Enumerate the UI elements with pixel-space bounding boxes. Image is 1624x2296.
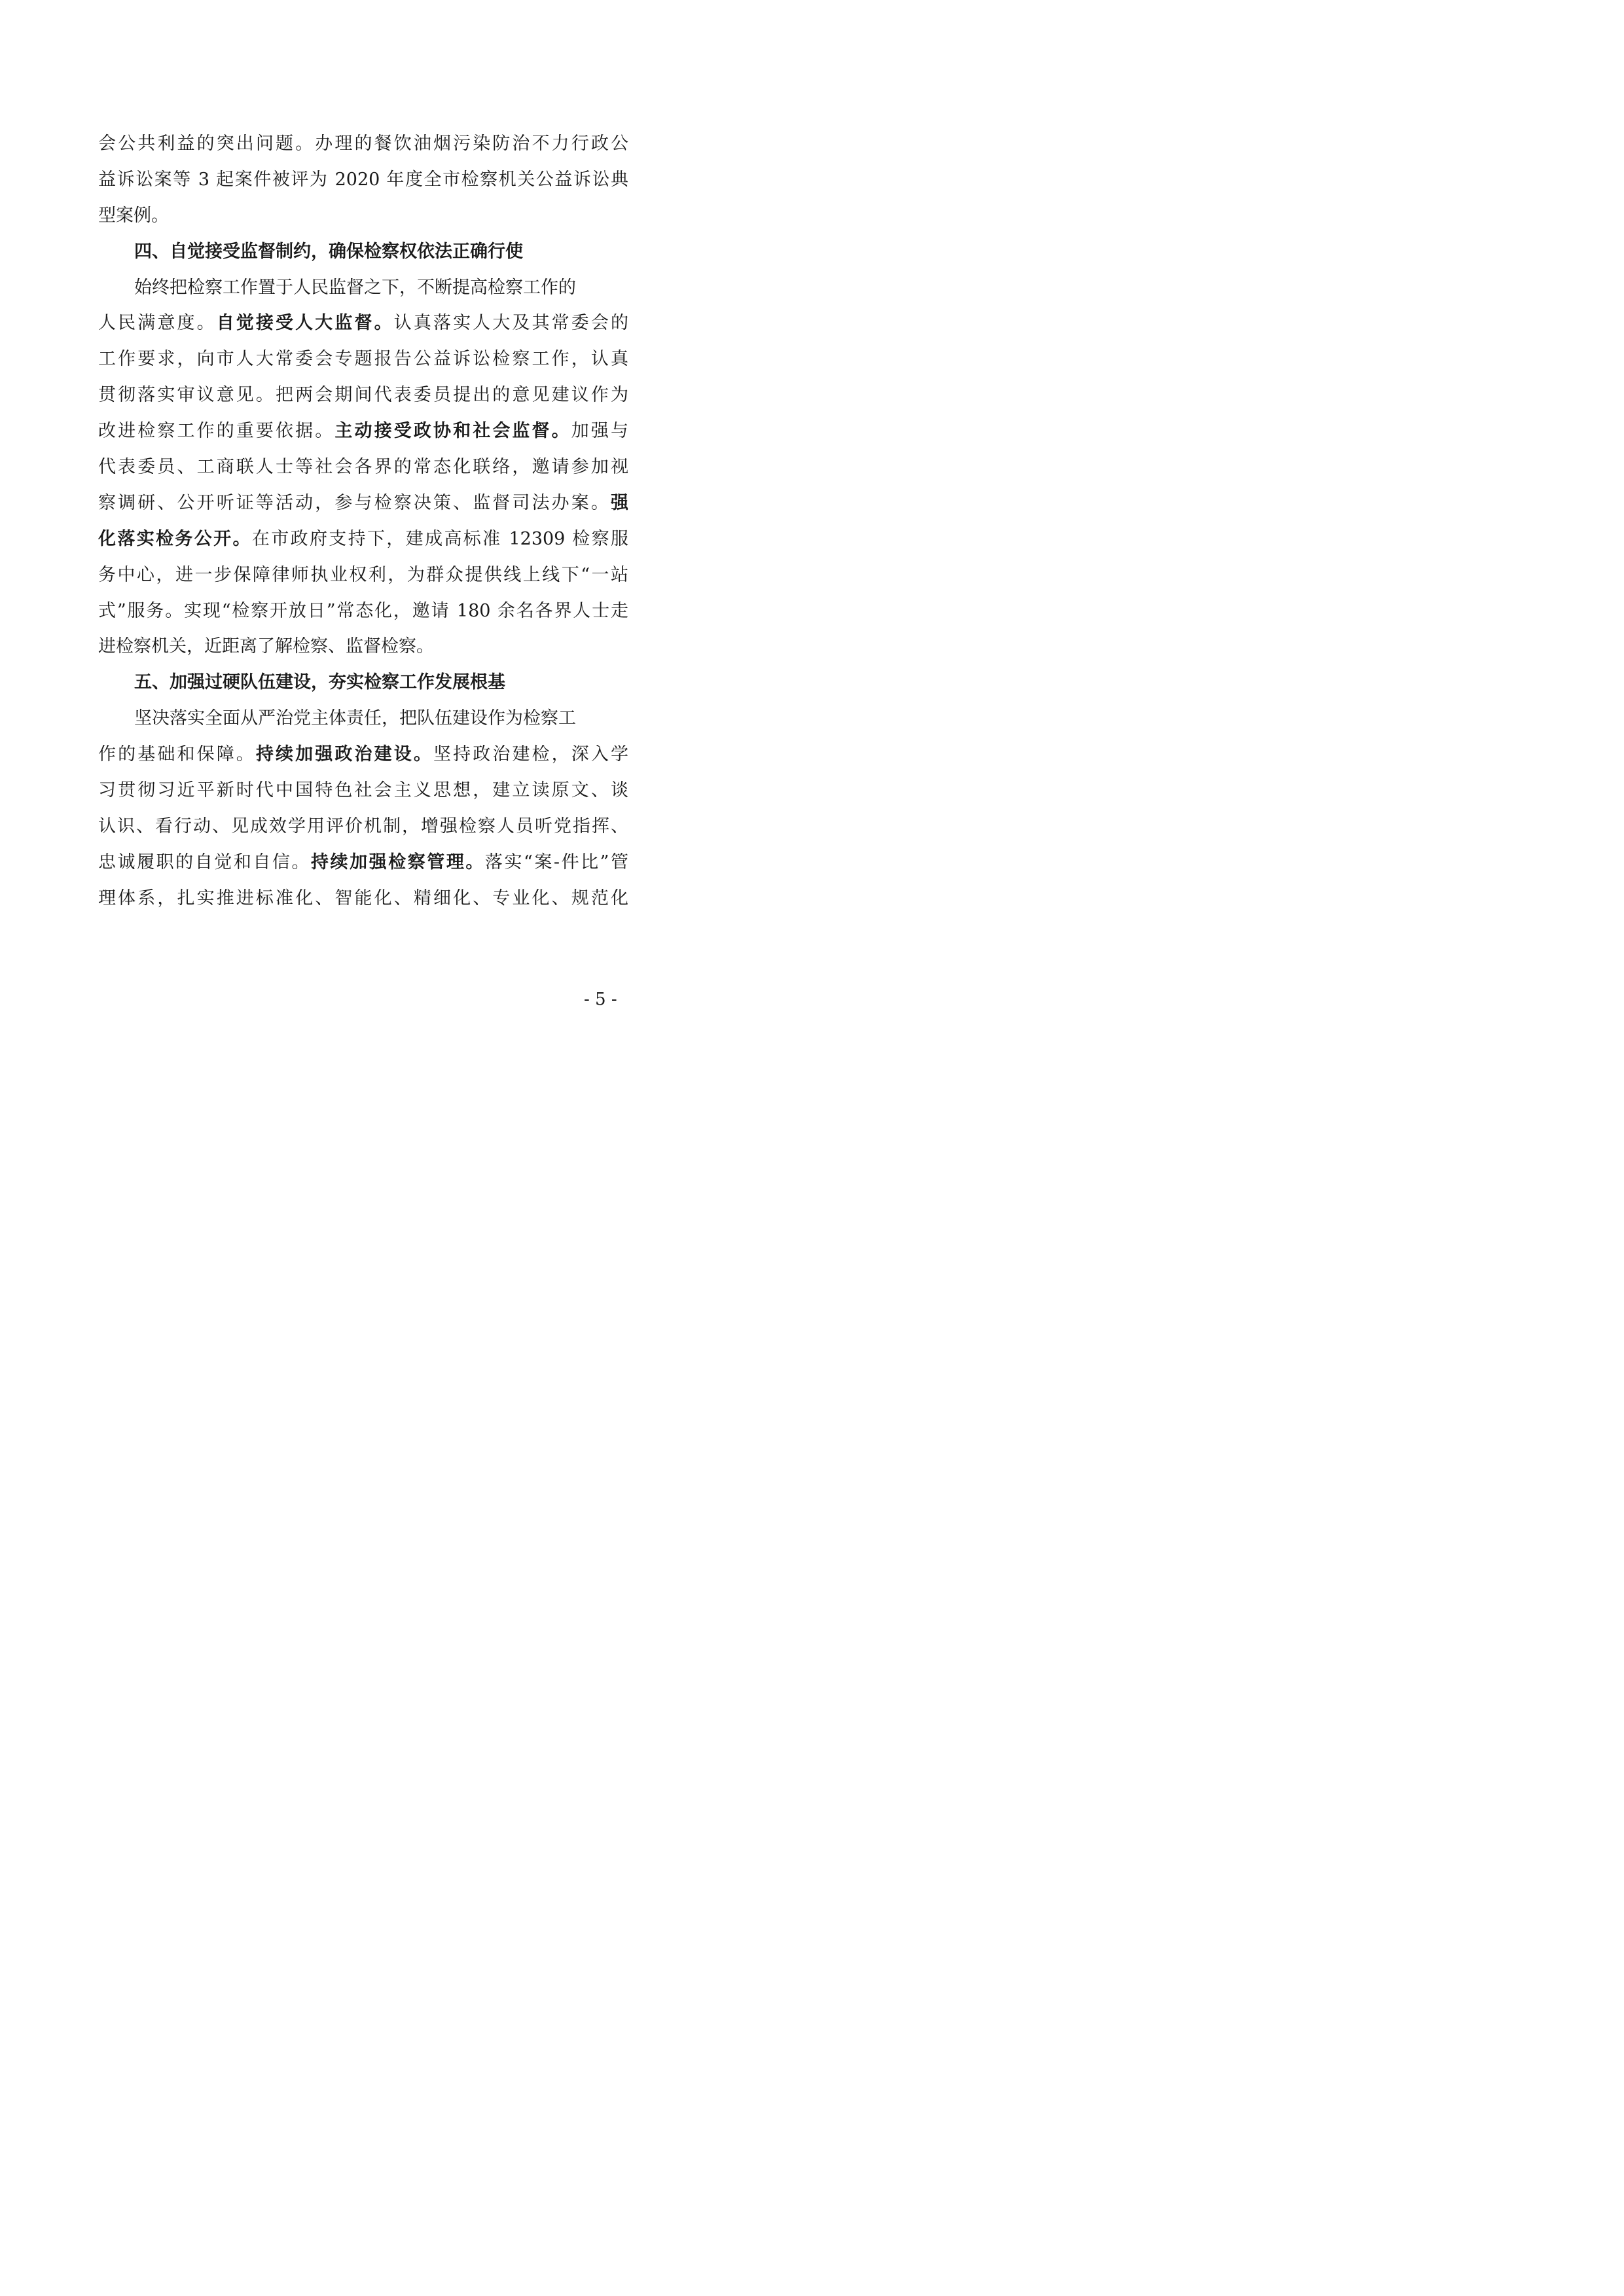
text-run: 忠诚履职的自觉和自信。	[98, 852, 311, 872]
text-run: 会公共利益的突出问题。办理的餐饮油烟污染防治不力行政公	[98, 134, 628, 154]
bold-phrase: 主动接受政协和社会监督。	[334, 421, 571, 442]
text-run: 进检察机关，近距离了解检察、监督检察。	[98, 636, 434, 657]
text-line	[98, 270, 628, 306]
document-page	[0, 0, 720, 1018]
text-run: 坚决落实全面从严治党主体责任，把队伍建设作为检察工	[134, 708, 576, 729]
text-line	[98, 845, 628, 881]
text-run: 代表委员、工商联人士等社会各界的常态化联络，邀请参加视	[98, 457, 628, 478]
section-heading	[98, 234, 628, 270]
text-line	[98, 558, 628, 594]
text-line	[98, 809, 628, 845]
text-line	[98, 522, 628, 558]
text-line	[98, 629, 628, 665]
text-run: 认真落实人大及其常委会的	[393, 313, 629, 334]
bold-phrase: 持续加强政治建设。	[255, 744, 433, 765]
text-line	[98, 701, 628, 737]
text-run: 贯彻落实审议意见。把两会期间代表委员提出的意见建议作为	[98, 385, 628, 406]
text-run: 型案例。	[98, 205, 169, 226]
text-line	[98, 594, 628, 630]
text-run: 落实“案-件比”管	[484, 852, 629, 872]
bold-phrase: 四、自觉接受监督制约，确保检察权依法正确行使	[134, 241, 523, 262]
text-line	[98, 450, 628, 486]
text-line	[98, 881, 628, 917]
text-line	[98, 198, 628, 234]
bold-phrase: 强	[611, 492, 628, 513]
text-run: 式”服务。实现“检察开放日”常态化，邀请 180 余名各界人士走	[98, 600, 628, 621]
text-run: 察调研、公开听证等活动，参与检察决策、监督司法办案。	[98, 492, 611, 513]
text-run: 人民满意度。	[98, 313, 217, 334]
text-line	[98, 342, 628, 378]
text-line	[98, 162, 628, 198]
text-run: 益诉讼案等 3 起案件被评为 2020 年度全市检察机关公益诉讼典	[98, 169, 628, 190]
section-heading	[98, 665, 628, 701]
text-run: 坚持政治建检，深入学	[433, 744, 629, 765]
bold-phrase: 五、加强过硬队伍建设，夯实检察工作发展根基	[134, 672, 505, 693]
bold-phrase: 化落实检务公开。	[98, 528, 252, 549]
text-line	[98, 486, 628, 522]
text-line	[98, 414, 628, 450]
text-run: 在市政府支持下，建成高标准 12309 检察服	[251, 528, 629, 549]
text-run: 务中心，进一步保障律师执业权利，为群众提供线上线下“一站	[98, 564, 628, 585]
text-line	[98, 306, 628, 342]
text-line	[98, 126, 628, 162]
text-line	[98, 773, 628, 809]
bold-phrase: 自觉接受人大监督。	[216, 313, 394, 334]
text-run: 作的基础和保障。	[98, 744, 256, 765]
text-run: 改进检察工作的重要依据。	[98, 421, 335, 442]
text-run: 理体系，扎实推进标准化、智能化、精细化、专业化、规范化	[98, 888, 628, 908]
body-text	[98, 126, 628, 917]
text-run: 加强与	[571, 421, 629, 442]
text-run: 认识、看行动、见成效学用评价机制，增强检察人员听党指挥、	[98, 816, 628, 836]
text-run: 习贯彻习近平新时代中国特色社会主义思想，建立读原文、谈	[98, 780, 628, 801]
text-line	[98, 378, 628, 414]
page-number: - 5 -	[584, 990, 617, 1009]
bold-phrase: 持续加强检察管理。	[311, 852, 485, 872]
text-run: 工作要求，向市人大常委会专题报告公益诉讼检察工作，认真	[98, 349, 628, 370]
text-line	[98, 737, 628, 773]
text-run: 始终把检察工作置于人民监督之下，不断提高检察工作的	[134, 277, 576, 298]
